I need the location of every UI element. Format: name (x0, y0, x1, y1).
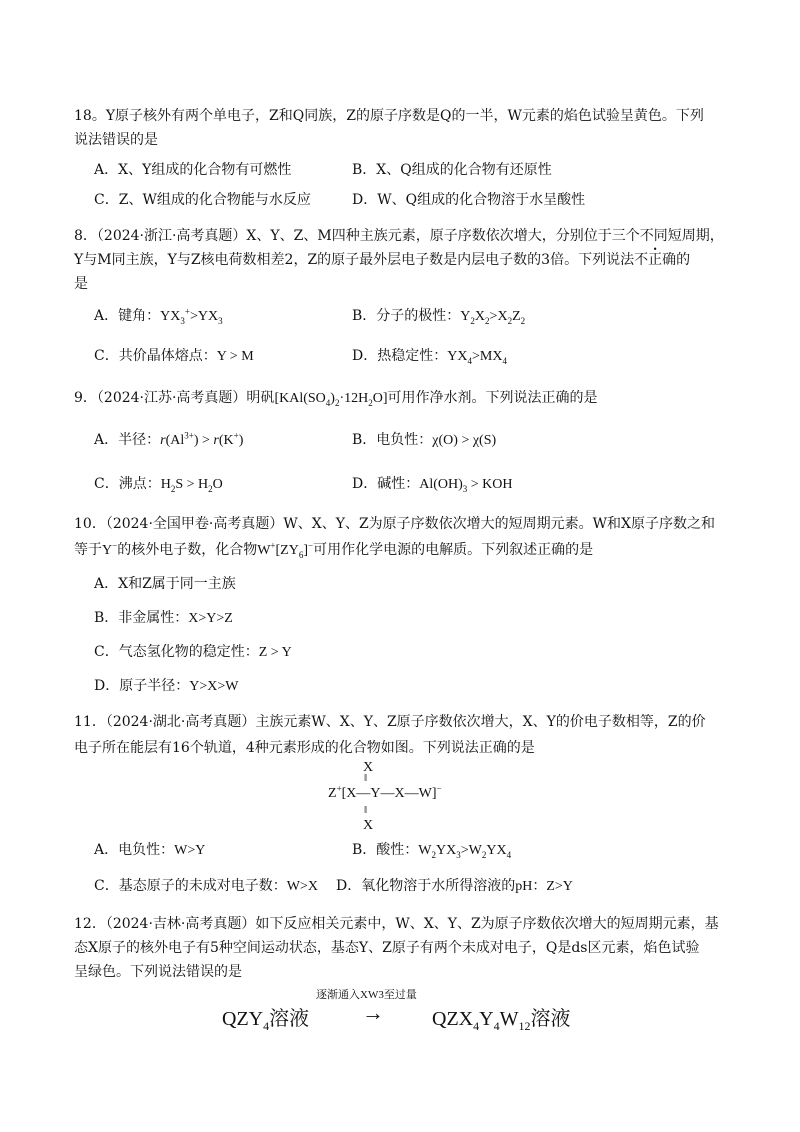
q9-option-a-formula: $r(Al^{3+}) > r(K^+)$ (160, 430, 244, 448)
q8-option-a-formula: $YX_3^+>YX_3$ (160, 306, 223, 326)
q10-option-b-label: B．非金属性： (94, 610, 189, 626)
q8-option-d (352, 346, 507, 367)
q10-option-c-formula: Z > Y (258, 645, 292, 660)
q18-option-c: C．Z、W组成的化合物能与水反应 (94, 192, 311, 208)
q10-stem-pre: 等于 (74, 542, 102, 558)
reaction-product-word: 溶液 (530, 1008, 571, 1030)
q8-stem-line-3: 是 (74, 276, 88, 292)
q18-option-d: D．W、Q组成的化合物溶于水呈酸性 (352, 192, 586, 208)
q12-stem-line-3: 呈绿色。下列说法错误的是 (74, 964, 242, 980)
q10-stem-line-2 (74, 540, 593, 561)
q8-stem-line-2 (74, 250, 690, 270)
q10-y-ion: Y− (102, 540, 118, 558)
reaction-condition: 逐渐通入XW3至过量 (316, 989, 417, 1001)
q8-emph-text: 不正确 (634, 252, 677, 268)
q11-option-d-label: D．氧化物溶于水所得溶液的 (336, 878, 516, 894)
q12-reaction-scheme (0, 990, 800, 1050)
q10-option-d-label: D．原子半径： (94, 678, 190, 694)
q10-option-b (94, 608, 233, 629)
structure-bottom-double-bond: ‖ (364, 804, 368, 816)
reaction-reactant-word: 溶液 (269, 1008, 310, 1030)
q9-alum-formula: $[KAl(SO_4)_2\cdot 12H_2O]$ (274, 391, 388, 408)
q8-option-d-formula: $YX_4>MX_4$ (447, 349, 507, 366)
q11-option-c (94, 876, 318, 897)
q10-option-b-formula: X>Y>Z (188, 611, 233, 626)
q8-option-b-label: B．分子的极性： (352, 308, 461, 324)
q11-stem-line-1: 11．（2024·湖北·高考真题）主族元素W、X、Y、Z原子序数依次增大，X、Y的价电子数相等，Z的价 (74, 714, 706, 730)
reaction-reactant: $QZY_4$溶液 (222, 1008, 310, 1033)
q9-option-a-label: A．半径： (94, 432, 161, 448)
q9-option-d (352, 474, 513, 495)
q8-stem-text: Y与M同主族，Y与Z核电荷数相差2，Z的原子最外层电子数是内层电子数的3倍。下列说法 (74, 252, 635, 268)
q9-option-d-formula: $Al(OH)_3$ > KOH (419, 477, 513, 494)
reaction-arrow-icon: → (362, 1000, 384, 1025)
q9-option-b (352, 430, 496, 451)
q10-stem-line-1: 10．（2024·全国甲卷·高考真题）W、X、Y、Z为原子序数依次增大的短周期元素。W和X原子序数之和 (74, 516, 716, 532)
q10-option-d-formula: Y>X>W (189, 679, 239, 694)
q18-stem-line-2: 说法错误的是 (74, 132, 158, 148)
q9-option-d-label: D．碱性： (352, 476, 420, 492)
q8-option-a-label: A．键角： (94, 308, 161, 324)
q8-option-c-label: C．共价晶体熔点： (94, 348, 217, 364)
q8-option-a (94, 306, 223, 327)
q9-stem (74, 388, 598, 409)
q10-option-c (94, 642, 292, 663)
q12-stem-line-2: 态X原子的核外电子有5种空间运动状态，基态Y、Z原子有两个未成对电子，Q是ds区元素，焰色试验 (74, 940, 700, 956)
q9-stem-post: 可用作净水剂。下列说法正确的是 (387, 390, 598, 406)
q8-stem-line-1: 8．（2024·浙江·高考真题）X、Y、Z、M四种主族元素，原子序数依次增大，分别位于三个不同短周期， (74, 228, 724, 244)
q11-option-b-formula: $W_2YX_3>W_2YX_4$ (418, 843, 512, 860)
q12-stem-line-1: 12．（2024·吉林·高考真题）如下反应相关元素中，W、X、Y、Z为原子序数依次增大的短周期元素，基 (74, 916, 719, 932)
q8-stem-end: 的 (676, 252, 691, 268)
q11-option-c-formula: W>X (286, 879, 318, 894)
structure-top-x: X (363, 760, 374, 775)
q11-option-a-formula: W>Y (174, 843, 206, 858)
q18-option-b: B．X、Q组成的化合物有还原性 (352, 162, 552, 178)
q18-stem-line-1: 18。Y原子核外有两个单电子，Z和Q同族，Z的原子序数是Q的一半，W元素的焰色试验呈黄色。下列 (74, 108, 704, 124)
q9-option-b-formula: χ(O) > χ(S) (432, 433, 497, 448)
q8-option-d-label: D．热稳定性： (352, 348, 448, 364)
q11-option-d (336, 876, 573, 897)
q11-option-a-label: A．电负性： (94, 842, 175, 858)
q8-option-c-formula: Y > M (216, 349, 254, 364)
q9-option-c (94, 474, 223, 495)
q8-option-c (94, 346, 254, 367)
q9-option-b-label: B．电负性： (352, 432, 433, 448)
q9-option-a (94, 430, 243, 451)
structure-bottom-x: X (363, 818, 374, 833)
q11-stem-line-2: 电子所在能层有16个轨道，4种元素形成的化合物如图。下列说法正确的是 (74, 740, 535, 756)
q10-option-a: A．X和Z属于同一主族 (94, 576, 236, 592)
reaction-product: $QZX_4Y_4W_{12}$溶液 (432, 1008, 571, 1033)
q11-option-b-label: B．酸性： (352, 842, 419, 858)
structure-main-chain: Z+[X—Y—X—W]− (328, 783, 442, 801)
q10-option-d (94, 676, 238, 697)
structure-top-double-bond: ‖ (364, 772, 368, 784)
q11-option-c-label: C．基态原子的未成对电子数： (94, 878, 287, 894)
q8-option-b (352, 306, 525, 327)
q8-option-b-formula: $Y_2X_2>X_2Z_2$ (460, 309, 526, 326)
q9-option-c-label: C．沸点： (94, 476, 161, 492)
q10-stem-post: 可用作化学电源的电解质。下列叙述正确的是 (313, 542, 594, 558)
q18-option-a: A．X、Y组成的化合物有可燃性 (94, 162, 292, 178)
q11-option-a (94, 840, 205, 861)
q11-option-b (352, 840, 511, 861)
q11-option-d-ph: pH： (515, 879, 547, 894)
q10-option-c-label: C．气态氢化物的稳定性： (94, 644, 259, 660)
q11-option-d-formula: Z>Y (546, 879, 573, 894)
q8-emphasis (634, 252, 676, 268)
q10-stem-mid: 的核外电子数，化合物 (117, 542, 258, 558)
q9-option-c-formula: $H_2S > H_2O$ (160, 477, 223, 494)
q11-structure-diagram (328, 760, 480, 842)
q10-compound-formula: $W^+[ZY_6]^-$ (257, 540, 314, 560)
q9-stem-pre: 9．（2024·江苏·高考真题）明矾 (74, 390, 275, 406)
